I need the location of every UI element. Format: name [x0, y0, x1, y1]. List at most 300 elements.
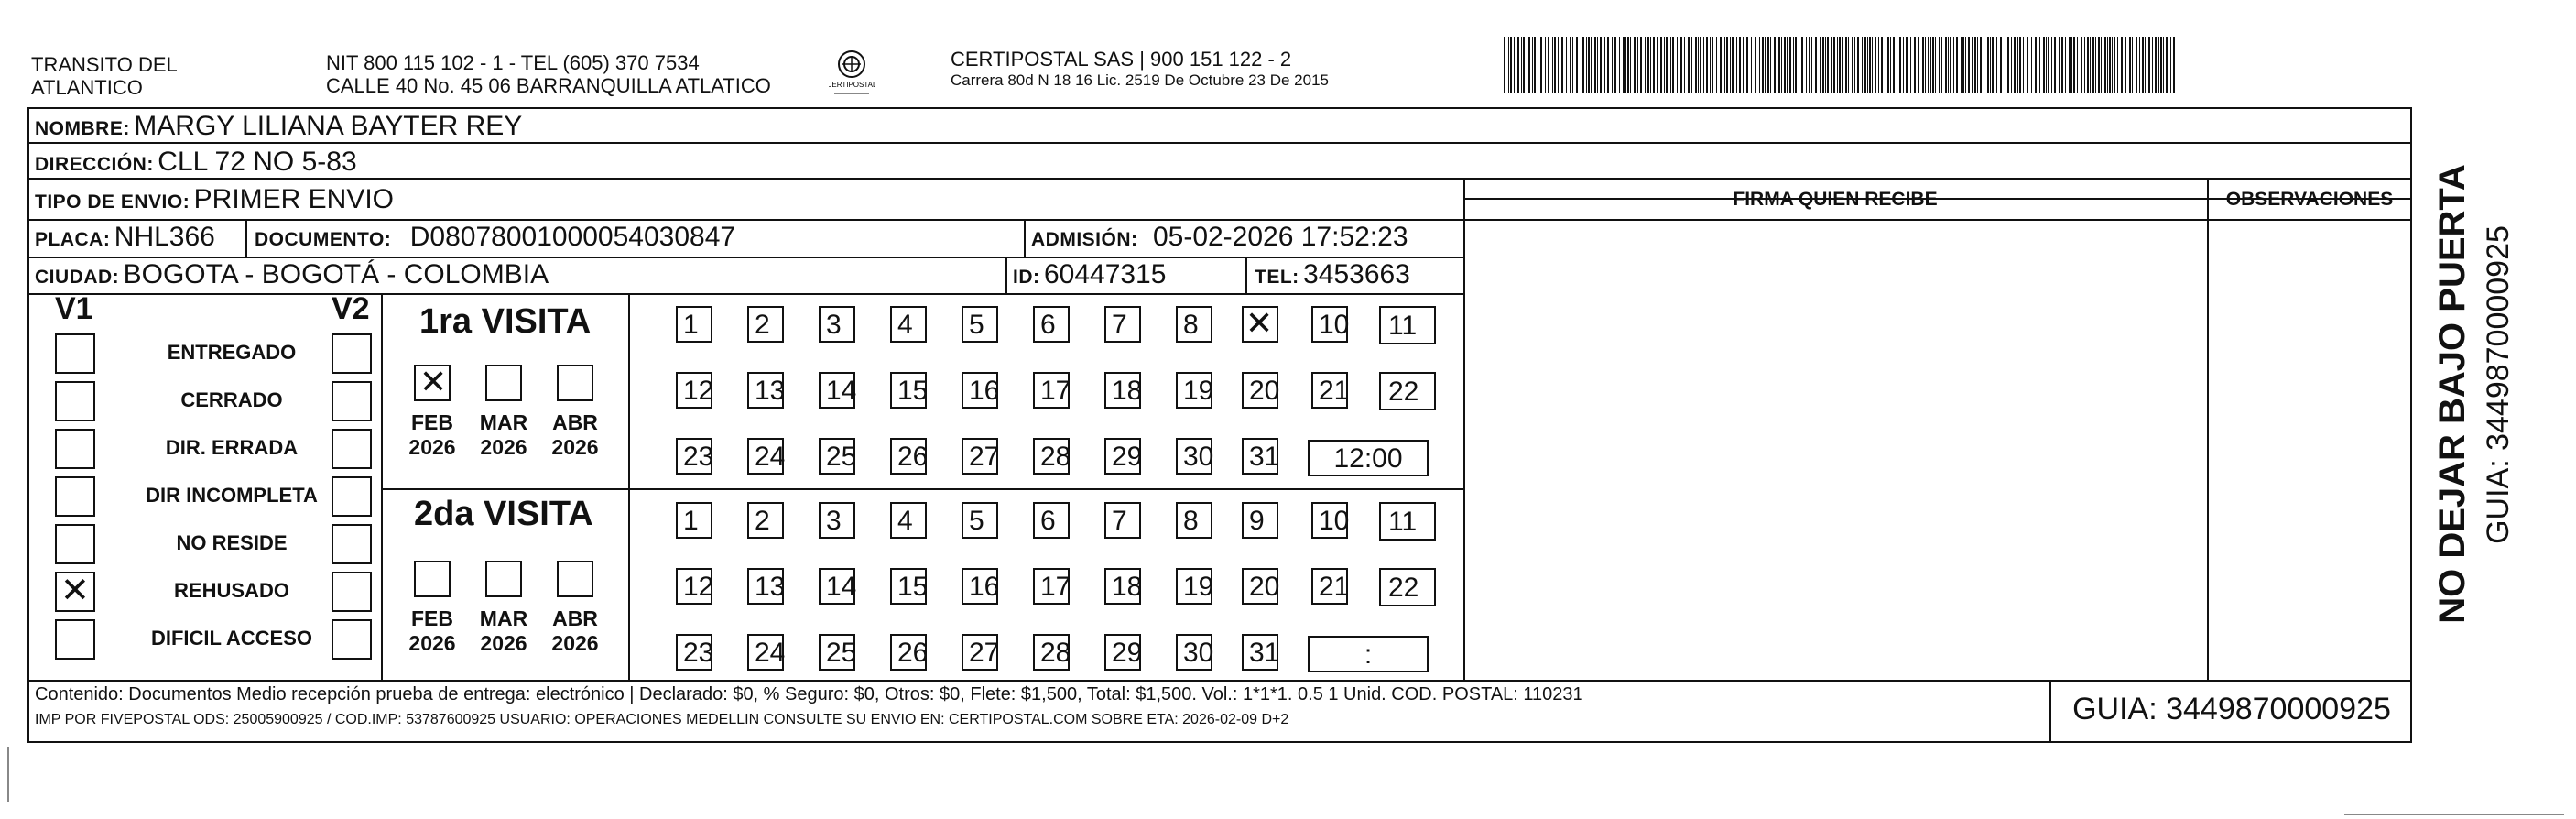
barcode-bar: [1517, 37, 1519, 93]
second-visit-day-box-11[interactable]: 11: [1379, 502, 1436, 541]
second-visit-day-box-7[interactable]: 7: [1104, 502, 1141, 539]
first-visit-day-box-18[interactable]: 18: [1104, 372, 1141, 409]
check-mark-icon: ✕: [1245, 305, 1274, 343]
barcode-bar: [1878, 37, 1879, 93]
direccion-field: [35, 147, 357, 181]
direccion-value: CLL 72 NO 5-83: [158, 147, 357, 177]
v1-checkbox-dir-incompleta[interactable]: [55, 476, 95, 517]
first-visit-day-box-29[interactable]: 29: [1104, 438, 1141, 475]
barcode-bar: [1974, 37, 1976, 93]
barcode-bar: [1743, 37, 1744, 93]
first-visit-title: 1ra VISITA: [419, 302, 592, 341]
first-visit-month-box-mar[interactable]: [485, 365, 522, 401]
barcode-bar: [1706, 37, 1708, 93]
sender-nit: NIT 800 115 102 - 1 - TEL (605) 370 7534: [326, 51, 700, 74]
check-mark-icon: ✕: [419, 364, 448, 401]
barcode-bar: [2142, 37, 2144, 93]
first-visit-month-label-abr: ABR 2026: [551, 410, 599, 459]
id-label: ID:: [1013, 267, 1040, 288]
second-visit-day-box-19[interactable]: 19: [1176, 568, 1212, 605]
barcode-bar: [1751, 37, 1752, 93]
status-label-rehusado: REHUSADO: [174, 579, 289, 602]
second-visit-day-box-21[interactable]: 21: [1311, 568, 1348, 605]
barcode-bar: [2073, 37, 2075, 93]
barcode-bar: [1532, 37, 1533, 93]
barcode-bar: [1795, 37, 1797, 93]
barcode-bar: [1623, 37, 1625, 93]
barcode-bar: [1968, 37, 1970, 93]
first-visit-day-box-16[interactable]: 16: [962, 372, 998, 409]
barcode-bar: [1619, 37, 1620, 93]
barcode-bar: [2173, 37, 2175, 93]
barcode-bar: [2136, 37, 2137, 93]
first-visit-day-box-3[interactable]: 3: [819, 306, 855, 343]
first-visit-day-box-11[interactable]: 11: [1379, 306, 1436, 344]
first-visit-day-box-9[interactable]: [1242, 306, 1278, 343]
barcode-bar: [1637, 37, 1638, 93]
tel-label: TEL:: [1255, 267, 1299, 288]
barcode-bar: [2092, 37, 2094, 93]
first-visit-day-box-28[interactable]: 28: [1033, 438, 1070, 475]
barcode-bar: [2081, 37, 2082, 93]
barcode-bar: [1614, 37, 1616, 93]
barcode-bar: [2007, 37, 2009, 93]
barcode-bar: [1996, 37, 1997, 93]
barcode-bar: [1730, 37, 1731, 93]
barcode-bar: [1521, 37, 1522, 93]
barcode-bar: [1684, 37, 1685, 93]
barcode-bar: [1992, 37, 1994, 93]
barcode-bar: [2090, 37, 2091, 93]
barcode-bar: [1712, 37, 1713, 93]
barcode-bar: [2145, 37, 2146, 93]
first-visit-time-box[interactable]: 12:00: [1308, 440, 1429, 476]
second-visit-day-box-26[interactable]: 26: [890, 634, 927, 671]
sender-line-1: TRANSITO DEL: [31, 53, 178, 76]
barcode-bar: [1570, 37, 1571, 93]
certipostal-logo: [829, 46, 875, 99]
barcode-bar: [1827, 37, 1829, 93]
first-visit-day-box-20[interactable]: 20: [1242, 372, 1278, 409]
barcode-bar: [1811, 37, 1812, 93]
barcode-bar: [1572, 37, 1573, 93]
side-guia-box: [2480, 183, 2516, 586]
second-visit-day-box-15[interactable]: 15: [890, 568, 927, 605]
barcode-bar: [1903, 37, 1904, 93]
barcode-bar: [2051, 37, 2052, 93]
barcode-bar: [1869, 37, 1871, 93]
barcode-bar: [1672, 37, 1674, 93]
barcode-bar: [2160, 37, 2162, 93]
first-visit-day-box-4[interactable]: 4: [890, 306, 927, 343]
second-visit-day-box-29[interactable]: 29: [1104, 634, 1141, 671]
footer-print-line: IMP POR FIVEPOSTAL ODS: 25005900925 / COD.IMP: 53787600925 USUARIO: OPERACIONES MEDELLIN CONSULTE SU ENVIO EN: CERTIPOSTAL.COM SOBRE ETA: 2026-02-09 D+2: [35, 712, 1289, 727]
barcode-bar: [1867, 37, 1868, 93]
barcode-bar: [1630, 37, 1631, 93]
barcode-bar: [1647, 37, 1649, 93]
barcode-bar: [1680, 37, 1682, 93]
first-visit-day-box-19[interactable]: 19: [1176, 372, 1212, 409]
footer-guia: GUIA: 3449870000925: [2072, 692, 2391, 726]
second-visit-day-box-16[interactable]: 16: [962, 568, 998, 605]
barcode-bar: [2098, 37, 2100, 93]
barcode-bar: [1831, 37, 1832, 93]
barcode-bar: [1664, 37, 1665, 93]
barcode-bar: [2152, 37, 2153, 93]
barcode-bar: [2139, 37, 2140, 93]
barcode-bar: [1755, 37, 1756, 93]
placa-label: PLACA:: [35, 229, 111, 250]
barcode-bar: [1528, 37, 1530, 93]
first-visit-day-box-27[interactable]: 27: [962, 438, 998, 475]
first-visit-day-box-7[interactable]: 7: [1104, 306, 1141, 343]
second-visit-day-box-25[interactable]: 25: [819, 634, 855, 671]
second-visit-month-label-mar: MAR 2026: [479, 606, 528, 655]
sender-contact: [326, 51, 771, 97]
barcode-bar: [1695, 37, 1697, 93]
v1-checkbox-dir-errada[interactable]: [55, 429, 95, 469]
second-visit-day-box-4[interactable]: 4: [890, 502, 927, 539]
courier-license: Carrera 80d N 18 16 Lic. 2519 De Octubre 23 De 2015: [951, 71, 1329, 89]
id-value: 60447315: [1043, 259, 1167, 289]
barcode-bar: [1939, 37, 1940, 93]
tipo-envio-field: [35, 185, 394, 219]
v1-checkbox-dificil-acceso[interactable]: [55, 619, 95, 660]
barcode-bar: [1961, 37, 1962, 93]
barcode-bar: [1881, 37, 1883, 93]
second-visit-day-box-6[interactable]: 6: [1033, 502, 1070, 539]
second-visit-day-box-14[interactable]: 14: [819, 568, 855, 605]
barcode-bar: [1666, 37, 1668, 93]
first-visit-day-box-15[interactable]: 15: [890, 372, 927, 409]
barcode-bar: [2014, 37, 2016, 93]
barcode-bar: [1510, 37, 1512, 93]
nombre-label: NOMBRE:: [35, 118, 130, 139]
barcode-bar: [1591, 37, 1592, 93]
tipo-envio-label: TIPO DE ENVIO:: [35, 191, 190, 213]
ciudad-label: CIUDAD:: [35, 267, 120, 288]
barcode-bar: [2017, 37, 2018, 93]
barcode-bar: [2155, 37, 2157, 93]
second-visit-day-box-20[interactable]: 20: [1242, 568, 1278, 605]
second-visit-day-box-31[interactable]: 31: [1242, 634, 1278, 671]
first-visit-day-box-2[interactable]: 2: [747, 306, 784, 343]
first-visit-day-box-6[interactable]: 6: [1033, 306, 1070, 343]
second-visit-month-box-abr[interactable]: [557, 561, 593, 597]
barcode-bar: [1640, 37, 1642, 93]
barcode-bar: [1645, 37, 1646, 93]
barcode-bar: [1801, 37, 1803, 93]
barcode-bar: [1899, 37, 1901, 93]
barcode-bar: [1845, 37, 1847, 93]
barcode-bar: [2046, 37, 2047, 93]
second-visit-day-box-10[interactable]: 10: [1311, 502, 1348, 539]
v2-checkbox-rehusado[interactable]: [332, 572, 372, 612]
barcode-bar: [1928, 37, 1929, 93]
barcode-bar: [2035, 37, 2037, 93]
second-visit-day-box-5[interactable]: 5: [962, 502, 998, 539]
ciudad-field: [35, 260, 549, 294]
barcode-bar: [2166, 37, 2168, 93]
sender-name: [31, 53, 178, 99]
status-label-cerrado: CERRADO: [180, 388, 283, 411]
first-visit-day-box-25[interactable]: 25: [819, 438, 855, 475]
barcode-bar: [1839, 37, 1841, 93]
barcode-bar: [1653, 37, 1655, 93]
barcode-bar: [1962, 37, 1964, 93]
barcode-bar: [2104, 37, 2106, 93]
first-visit-month-box-feb[interactable]: [414, 365, 451, 401]
first-visit-day-box-17[interactable]: 17: [1033, 372, 1070, 409]
first-visit-day-box-24[interactable]: 24: [747, 438, 784, 475]
barcode-bar: [1588, 37, 1590, 93]
sender-address: CALLE 40 No. 45 06 BARRANQUILLA ATLATICO: [326, 74, 771, 97]
status-label-entregado: ENTREGADO: [167, 341, 297, 364]
v2-checkbox-cerrado[interactable]: [332, 381, 372, 421]
sender-line-2: ATLANTICO: [31, 76, 143, 99]
barcode-bar: [1953, 37, 1954, 93]
barcode-bar: [1862, 37, 1863, 93]
v1-checkbox-rehusado[interactable]: [55, 572, 95, 612]
v1-label: V1: [55, 291, 93, 326]
barcode-bar: [1972, 37, 1973, 93]
first-visit-day-box-14[interactable]: 14: [819, 372, 855, 409]
barcode-bar: [1604, 37, 1605, 93]
barcode-bar: [1893, 37, 1895, 93]
barcode-bar: [1670, 37, 1671, 93]
barcode-bar: [1612, 37, 1613, 93]
second-visit-day-box-13[interactable]: 13: [747, 568, 784, 605]
barcode-bar: [1956, 37, 1958, 93]
barcode-bar: [2109, 37, 2111, 93]
status-label-dir-incompleta: DIR INCOMPLETA: [146, 484, 318, 507]
first-visit-day-box-31[interactable]: 31: [1242, 438, 1278, 475]
second-visit-day-box-28[interactable]: 28: [1033, 634, 1070, 671]
barcode-bar: [1600, 37, 1602, 93]
first-visit-month-box-abr[interactable]: [557, 365, 593, 401]
barcode-bar: [1770, 37, 1771, 93]
courier-info: [951, 48, 1329, 91]
second-visit-month-label-feb: FEB 2026: [408, 606, 456, 655]
barcode-bar: [2023, 37, 2024, 93]
barcode-bar: [1746, 37, 1748, 93]
barcode: [1502, 37, 2179, 93]
barcode-bar: [1765, 37, 1766, 93]
barcode-bar: [2039, 37, 2040, 93]
barcode-bar: [1726, 37, 1728, 93]
first-visit-day-box-13[interactable]: 13: [747, 372, 784, 409]
barcode-bar: [1852, 37, 1853, 93]
barcode-bar: [1774, 37, 1776, 93]
barcode-bar: [1875, 37, 1876, 93]
v1-checkbox-no-reside[interactable]: [55, 524, 95, 564]
v1-checkbox-cerrado[interactable]: [55, 381, 95, 421]
id-field: [1013, 260, 1166, 294]
second-visit-day-box-9[interactable]: 9: [1242, 502, 1278, 539]
first-visit-day-box-8[interactable]: 8: [1176, 306, 1212, 343]
barcode-bar: [1558, 37, 1559, 93]
barcode-bar: [1720, 37, 1722, 93]
barcode-bar: [1650, 37, 1651, 93]
observaciones-header: OBSERVACIONES: [2225, 189, 2394, 210]
barcode-bar: [1698, 37, 1699, 93]
first-visit-day-box-22[interactable]: 22: [1379, 372, 1436, 410]
barcode-bar: [1922, 37, 1924, 93]
first-visit-day-box-1[interactable]: 1: [676, 306, 712, 343]
admision-value: 05-02-2026 17:52:23: [1152, 222, 1408, 252]
direccion-label: DIRECCIÓN:: [35, 154, 154, 175]
barcode-bar: [2121, 37, 2123, 93]
documento-label: DOCUMENTO:: [255, 229, 392, 250]
barcode-bar: [2095, 37, 2096, 93]
v2-label: V2: [332, 291, 370, 326]
first-visit-day-box-10[interactable]: 10: [1311, 306, 1348, 343]
barcode-bar: [2071, 37, 2072, 93]
admision-label: ADMISIÓN:: [1031, 229, 1138, 250]
second-visit-month-box-mar[interactable]: [485, 561, 522, 597]
barcode-bar: [2117, 37, 2118, 93]
barcode-bar: [1739, 37, 1741, 93]
v2-checkbox-entregado[interactable]: [332, 333, 372, 374]
barcode-bar: [1625, 37, 1626, 93]
second-visit-title: 2da VISITA: [414, 495, 593, 533]
second-visit-day-box-8[interactable]: 8: [1176, 502, 1212, 539]
barcode-bar: [1582, 37, 1584, 93]
barcode-bar: [1657, 37, 1658, 93]
second-visit-day-box-18[interactable]: 18: [1104, 568, 1141, 605]
tipo-envio-value: PRIMER ENVIO: [193, 184, 395, 214]
tel-value: 3453663: [1303, 259, 1410, 289]
second-visit-day-box-17[interactable]: 17: [1033, 568, 1070, 605]
barcode-bar: [2112, 37, 2113, 93]
barcode-bar: [1854, 37, 1855, 93]
check-mark-icon: ✕: [60, 570, 90, 610]
barcode-bar: [1561, 37, 1563, 93]
barcode-bar: [1918, 37, 1919, 93]
barcode-bar: [1691, 37, 1692, 93]
barcode-bar: [1660, 37, 1662, 93]
barcode-bar: [1815, 37, 1817, 93]
barcode-bar: [1842, 37, 1843, 93]
barcode-bar: [1700, 37, 1701, 93]
no-dejar-bajo-puerta: NO DEJAR BAJO PUERTA: [2432, 164, 2473, 624]
barcode-bar: [1688, 37, 1690, 93]
side-guia: GUIA: 3449870000925: [2481, 225, 2516, 544]
barcode-bar: [1677, 37, 1678, 93]
svg-text:CERTIPOSTAL: CERTIPOSTAL: [829, 81, 875, 89]
barcode-bar: [1724, 37, 1725, 93]
barcode-bar: [1787, 37, 1788, 93]
barcode-bar: [1762, 37, 1764, 93]
second-visit-day-box-22[interactable]: 22: [1379, 568, 1436, 606]
barcode-bar: [2065, 37, 2066, 93]
barcode-bar: [2011, 37, 2012, 93]
barcode-bar: [2107, 37, 2108, 93]
v2-checkbox-dir-errada[interactable]: [332, 429, 372, 469]
barcode-bar: [2114, 37, 2115, 93]
nombre-field: [35, 112, 522, 146]
second-visit-day-box-1[interactable]: 1: [676, 502, 712, 539]
ciudad-value: BOGOTA - BOGOTÁ - COLOMBIA: [123, 259, 549, 289]
barcode-bar: [2132, 37, 2133, 93]
second-visit-day-box-12[interactable]: 12: [676, 568, 712, 605]
first-visit-month-label-feb: FEB 2026: [408, 410, 456, 459]
second-visit-time-box[interactable]: :: [1308, 636, 1429, 672]
barcode-bar: [1941, 37, 1942, 93]
barcode-bar: [1980, 37, 1982, 93]
barcode-bar: [1990, 37, 1991, 93]
second-visit-day-box-24[interactable]: 24: [747, 634, 784, 671]
v2-checkbox-no-reside[interactable]: [332, 524, 372, 564]
barcode-bar: [2170, 37, 2171, 93]
barcode-bar: [1523, 37, 1525, 93]
v1-checkbox-entregado[interactable]: [55, 333, 95, 374]
second-visit-day-box-23[interactable]: 23: [676, 634, 712, 671]
barcode-bar: [1793, 37, 1794, 93]
second-visit-day-box-27[interactable]: 27: [962, 634, 998, 671]
first-visit-day-box-26[interactable]: 26: [890, 438, 927, 475]
barcode-bar: [1627, 37, 1629, 93]
second-visit-month-box-feb[interactable]: [414, 561, 451, 597]
first-visit-day-box-23[interactable]: 23: [676, 438, 712, 475]
barcode-bar: [1872, 37, 1873, 93]
barcode-bar: [1848, 37, 1849, 93]
barcode-bar: [2125, 37, 2126, 93]
barcode-bar: [2031, 37, 2032, 93]
barcode-bar: [1767, 37, 1769, 93]
barcode-bar: [2129, 37, 2131, 93]
barcode-bar: [2059, 37, 2060, 93]
v2-checkbox-dir-incompleta[interactable]: [332, 476, 372, 517]
first-visit-day-box-30[interactable]: 30: [1176, 438, 1212, 475]
barcode-bar: [1781, 37, 1782, 93]
barcode-bar: [2000, 37, 2002, 93]
barcode-bar: [2087, 37, 2089, 93]
first-visit-day-box-21[interactable]: 21: [1311, 372, 1348, 409]
status-label-no-reside: NO RESIDE: [176, 531, 288, 554]
barcode-bar: [1987, 37, 1989, 93]
barcode-bar: [1534, 37, 1536, 93]
v2-checkbox-dificil-acceso[interactable]: [332, 619, 372, 660]
barcode-bar: [1586, 37, 1587, 93]
second-visit-day-box-3[interactable]: 3: [819, 502, 855, 539]
barcode-bar: [1945, 37, 1947, 93]
barcode-bar: [1789, 37, 1791, 93]
barcode-bar: [1514, 37, 1515, 93]
tel-field: [1255, 260, 1410, 294]
documento-field: [255, 223, 735, 257]
barcode-bar: [1857, 37, 1859, 93]
admision-field: [1031, 223, 1408, 257]
second-visit-day-box-2[interactable]: 2: [747, 502, 784, 539]
barcode-bar: [1778, 37, 1780, 93]
barcode-bar: [1552, 37, 1553, 93]
barcode-bar: [1576, 37, 1578, 93]
barcode-bar: [1504, 37, 1505, 93]
courier-name: CERTIPOSTAL SAS | 900 151 122 - 2: [951, 48, 1292, 71]
barcode-bar: [1930, 37, 1931, 93]
barcode-bar: [1906, 37, 1908, 93]
barcode-bar: [1833, 37, 1835, 93]
barcode-bar: [1950, 37, 1951, 93]
barcode-bar: [1545, 37, 1546, 93]
second-visit-day-box-30[interactable]: 30: [1176, 634, 1212, 671]
barcode-bar: [1597, 37, 1598, 93]
barcode-bar: [1703, 37, 1704, 93]
first-visit-day-box-12[interactable]: 12: [676, 372, 712, 409]
first-visit-day-box-5[interactable]: 5: [962, 306, 998, 343]
barcode-bar: [1890, 37, 1891, 93]
